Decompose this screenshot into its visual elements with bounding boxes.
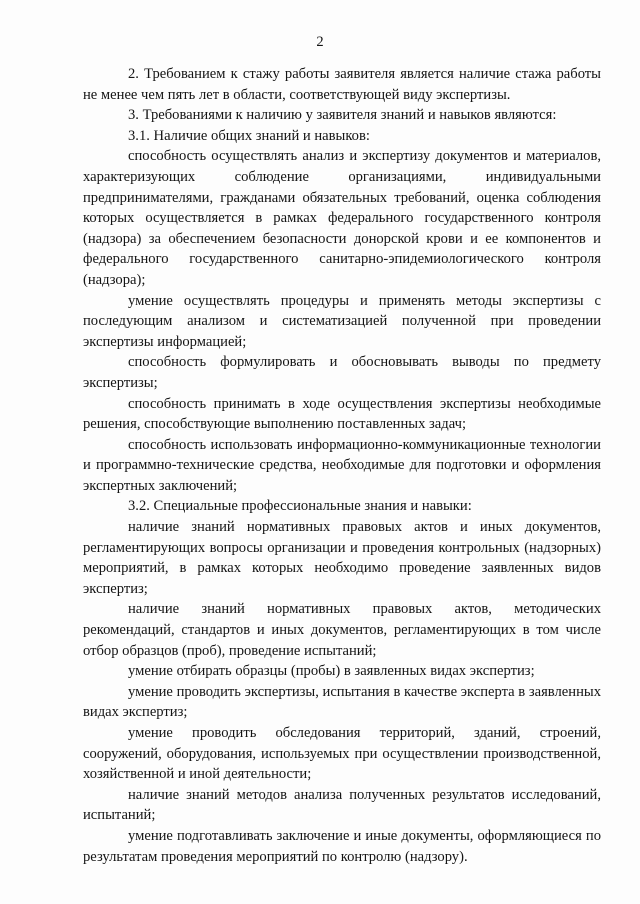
paragraph-ict-ability: способность использовать информационно-коммуникационные технологии и программно-технические средства, необходимые для подготовки и оформления экспертных заключений;: [83, 436, 601, 494]
paragraph-regulatory-knowledge: наличие знаний нормативных правовых актов и иных документов, регламентирующих вопросы организации и проведения контрольных (надзорных) мероприятий, в рамках которых необходимо проведение заявленных видов экспертиз;: [83, 519, 601, 597]
paragraph-experience-requirement: 2. Требованием к стажу работы заявителя является наличие стажа работы не менее чем пять лет в области, соответствующей виду экспертизы.: [83, 66, 601, 103]
page-number: 2: [316, 34, 324, 50]
paragraph-sampling-skill: умение отбирать образцы (пробы) в заявленных видах экспертиз;: [128, 663, 535, 680]
paragraph-procedures-skill: умение осуществлять процедуры и применять методы экспертизы с последующим анализом и систематизацией полученной при проведении экспертизы информацией;: [83, 292, 601, 350]
paragraph-knowledge-requirements: 3. Требованиями к наличию у заявителя знаний и навыков являются:: [128, 107, 557, 124]
paragraph-methodology-knowledge: наличие знаний нормативных правовых актов, методических рекомендаций, стандартов и иных документов, регламентирующих в том числе отбор образцов (проб), проведение испытаний;: [83, 601, 601, 659]
paragraph-analysis-methods: наличие знаний методов анализа полученных результатов исследований, испытаний;: [83, 786, 601, 824]
paragraph-inspection-skill: умение проводить обследования территорий, зданий, строений, сооружений, оборудования, используемых при осуществлении производственной, хозяйственной и иной деятельности;: [83, 725, 601, 783]
section-heading-special-skills: 3.2. Специальные профессиональные знания и навыки:: [128, 498, 472, 515]
paragraph-analysis-ability: способность осуществлять анализ и экспертизу документов и материалов, характеризующих соблюдение организациями, индивидуальными предпринимателями, гражданами обязательных требований, оценка соблюдения которых осуществляется в рамках федерального государственного контроля (надзора) за обеспечением безопасности донорской крови и ее компонентов и федерального государственного санитарно-эпидемиологического контроля (надзора);: [83, 148, 601, 288]
section-heading-general-skills: 3.1. Наличие общих знаний и навыков:: [128, 127, 370, 144]
paragraph-conclusions-ability: способность формулировать и обосновывать выводы по предмету экспертизы;: [83, 354, 601, 391]
paragraph-report-preparation: умение подготавливать заключение и иные документы, оформляющиеся по результатам проведения мероприятий по контролю (надзору).: [83, 827, 601, 865]
paragraph-decisions-ability: способность принимать в ходе осуществления экспертизы необходимые решения, способствующие выполнению поставленных задач;: [83, 395, 601, 433]
paragraph-testing-skill: умение проводить экспертизы, испытания в качестве эксперта в заявленных видах экспертиз;: [83, 683, 601, 721]
document-body: [83, 64, 601, 867]
